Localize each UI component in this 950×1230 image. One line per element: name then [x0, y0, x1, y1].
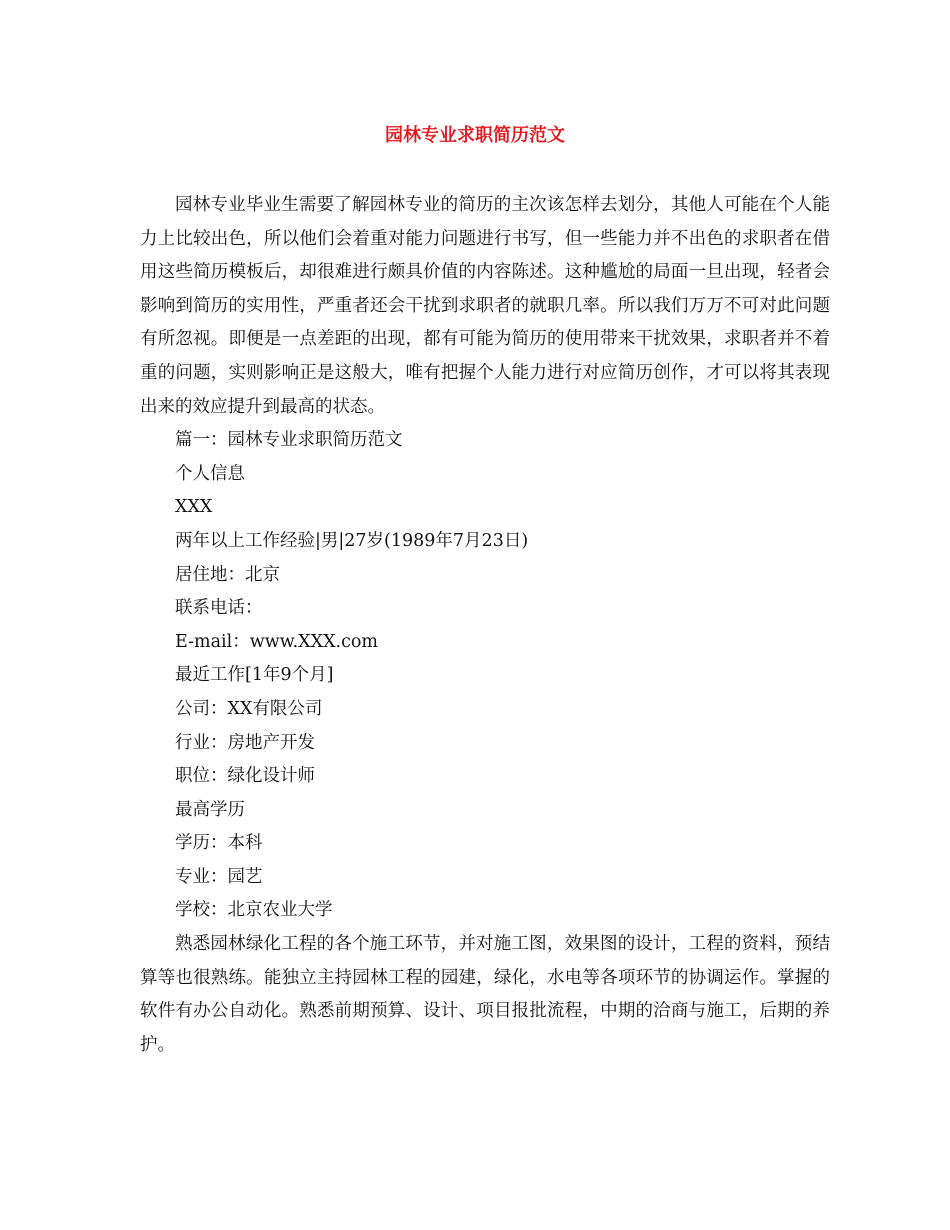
summary-line: 两年以上工作经验|男|27岁(1989年7月23日)	[175, 530, 529, 551]
school-line: 学校：北京农业大学	[175, 900, 333, 921]
company-line: 公司：XX有限公司	[175, 698, 323, 719]
intro-paragraph: 园林专业毕业生需要了解园林专业的简历的主次该怎样去划分，其他人可能在个人能力上比较出色，所以他们会着重对能力问题进行书写，但一些能力并不出色的求职者在借用这些简历模板后，却很难进行颇具价值的内容陈述。这种尴尬的局面一旦出现，轻者会影响到简历的实用性，严重者还会干扰到求职者的就职几率。所以我们万万不可对此问题有所忽视。即便是一点差距的出现，都有可能为简历的使用带来干扰效果，求职者并不着重的问题，实则影响正是这般大，唯有把握个人能力进行对应简历创作，才可以将其表现出来的效应提升到最高的状态。	[140, 195, 830, 417]
personal-info-heading: 个人信息	[175, 463, 245, 484]
degree-line: 学历：本科	[175, 833, 263, 854]
email-line: E-mail：www.XXX.com	[175, 631, 379, 652]
residence-line: 居住地：北京	[175, 564, 280, 585]
phone-line: 联系电话：	[175, 598, 263, 619]
skills-paragraph: 熟悉园林绿化工程的各个施工环节，并对施工图，效果图的设计，工程的资料，预结算等也很熟练。能独立主持园林工程的园建，绿化，水电等各项环节的协调运作。掌握的软件有办公自动化。熟悉前期预算、设计、项目报批流程，中期的洽商与施工，后期的养护。	[140, 934, 830, 1055]
name-line: XXX	[175, 497, 213, 518]
industry-line: 行业：房地产开发	[175, 732, 315, 753]
recent-work-line: 最近工作[1年9个月]	[175, 665, 334, 686]
document-title: 园林专业求职简历范文	[385, 125, 565, 146]
major-line: 专业：园艺	[175, 866, 263, 887]
section-heading: 篇一：园林专业求职简历范文	[175, 430, 403, 451]
document-body	[140, 189, 830, 1062]
position-line: 职位：绿化设计师	[175, 766, 315, 787]
education-heading: 最高学历	[175, 799, 245, 820]
